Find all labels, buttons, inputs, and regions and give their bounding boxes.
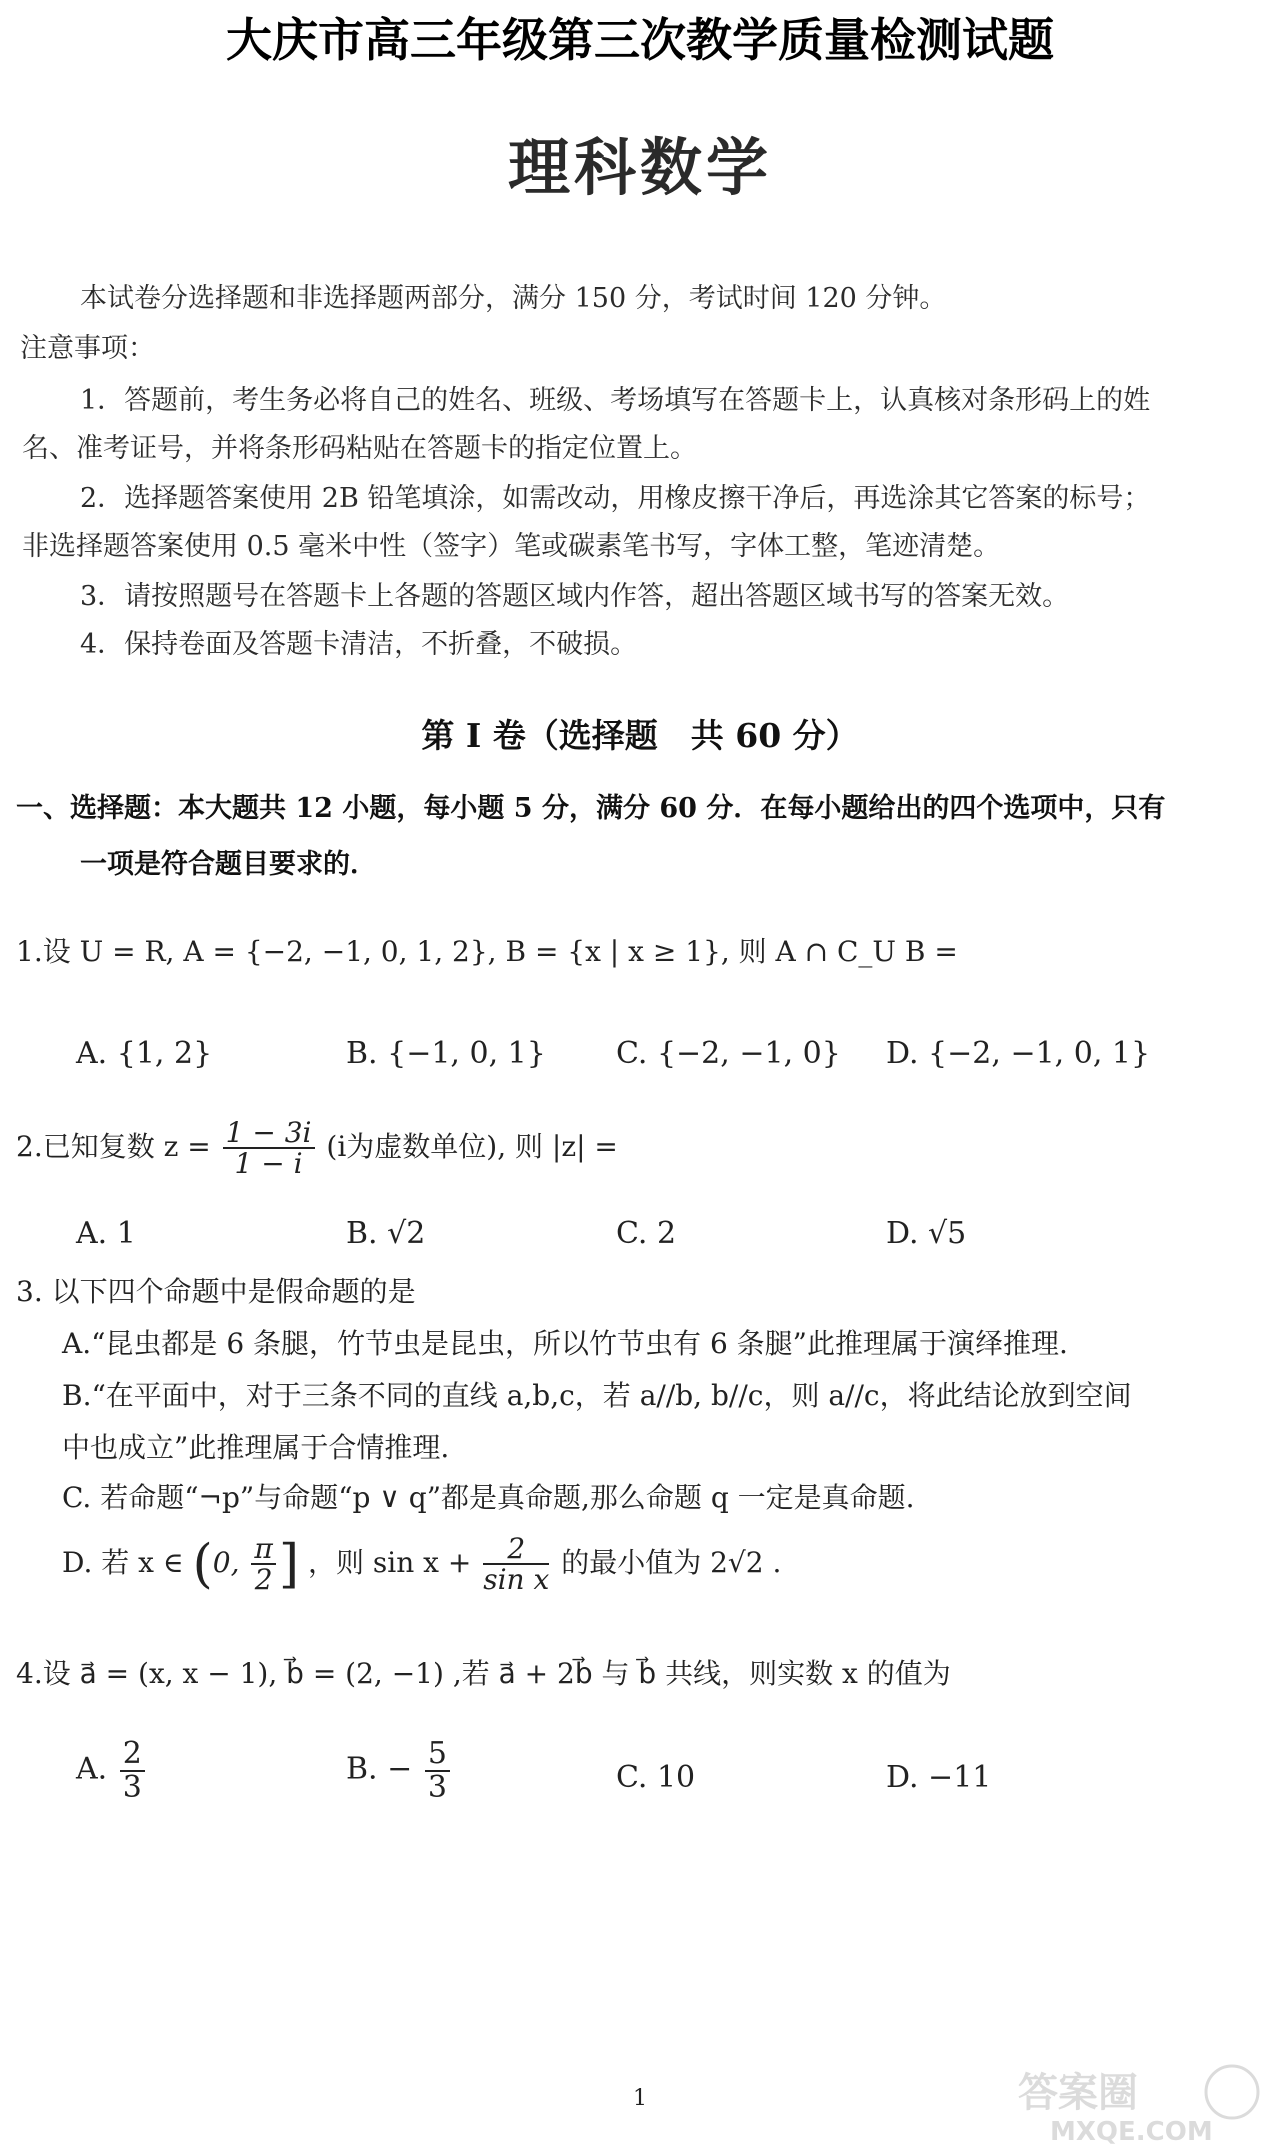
question-4-option-b [346,1738,453,1803]
question-3-option-d-mid: ，则 sin x + [308,1545,472,1579]
watermark-text-url: MXQE.COM [1050,2117,1213,2146]
question-4-option-b-label: B. − [346,1751,413,1787]
question-3-option-d-prefix: D. 若 x ∈ [62,1545,184,1579]
question-1-option-d: D. {−2, −1, 0, 1} [886,1036,1151,1071]
question-2-option-b: B. √2 [346,1216,426,1251]
question-4-option-b-fraction [425,1738,450,1803]
question-2-suffix: (i为虚数单位), 则 |z| = [326,1129,618,1163]
exam-title: 大庆市高三年级第三次教学质量检测试题 [226,13,1054,67]
option-a-denominator: 3 [122,1769,142,1805]
watermark-text-main: 答案圈 [1018,2070,1138,2116]
two-over-sinx-fraction [483,1534,549,1595]
question-2-denominator: 1 − i [234,1147,303,1181]
note-item-3: 3．请按照题号在答题卡上各题的答题区域内作答，超出答题区域书写的答案无效。 [80,581,1070,612]
two-numerator: 2 [483,1534,549,1565]
question-3-option-d-suffix: 的最小值为 2√2 . [561,1545,782,1579]
question-2-option-a: A. 1 [76,1216,136,1251]
question-4-stem: 4.设 a⃗ = (x, x − 1), b⃗ = (2, −1) ,若 a⃗ + 2b⃗ 与 b⃗ 共线，则实数 x 的值为 [16,1657,951,1690]
sinx-denominator: sin x [483,1563,550,1597]
note-item-4: 4．保持卷面及答题卡清洁，不折叠，不破损。 [80,629,638,660]
question-2-prefix: 2.已知复数 z = [16,1129,211,1163]
right-bracket-glyph: ] [278,1534,300,1595]
watermark-logo-graphic [1010,2060,1270,2146]
note-item-1-line-1: 1．答题前，考生务必将自己的姓名、班级、考场填写在答题卡上，认真核对条形码上的姓 [80,385,1151,416]
question-4-option-a-label: A. [76,1751,108,1787]
question-3-option-b-line-1: B.“在平面中，对于三条不同的直线 a,b,c，若 a//b, b//c，则 a//c，将此结论放到空间 [62,1379,1132,1412]
interval-left: 0, [212,1545,240,1579]
question-3-option-c: C. 若命题“¬p”与命题“p ∨ q”都是真命题,那么命题 q 一定是真命题. [62,1481,915,1514]
question-1-stem: 1.设 U = R, A = {−2, −1, 0, 1, 2}, B = {x | x ≥ 1}, 则 A ∩ C_U B = [16,935,958,968]
intro-text: 本试卷分选择题和非选择题两部分，满分 150 分，考试时间 120 分钟。 [80,283,947,314]
question-2-numerator: 1 − 3i [223,1118,315,1149]
notes-heading: 注意事项： [20,333,155,364]
question-2-option-c: C. 2 [616,1216,677,1251]
part-instructions-line-1: 一、选择题：本大题共 12 小题，每小题 5 分，满分 60 分．在每小题给出的四个选项中，只有 [16,793,1166,824]
section-heading: 第 I 卷（选择题 共 60 分） [421,716,859,755]
pi-denominator: 2 [254,1563,273,1597]
subject-title: 理科数学 [507,131,772,204]
watermark-logo [1010,2060,1270,2146]
pi-over-two-fraction [251,1534,275,1595]
question-1-option-c: C. {−2, −1, 0} [616,1036,841,1071]
question-2-option-d: D. √5 [886,1216,967,1251]
question-3-option-a: A.“昆虫都是 6 条腿，竹节虫是昆虫，所以竹节虫有 6 条腿”此推理属于演绎推理. [62,1327,1068,1360]
question-4-option-a-fraction [120,1738,145,1803]
note-item-2-line-1: 2．选择题答案使用 2B 铅笔填涂，如需改动，用橡皮擦干净后，再选涂其它答案的标号； [80,483,1151,514]
pi-numerator: π [251,1534,275,1565]
note-item-1-line-2: 名、准考证号，并将条形码粘贴在答题卡的指定位置上。 [22,433,697,464]
page-number: 1 [633,2086,647,2111]
question-4-option-c: C. 10 [616,1760,696,1795]
note-item-2-line-2: 非选择题答案使用 0.5 毫米中性（签字）笔或碳素笔书写，字体工整，笔迹清楚。 [22,531,1001,562]
question-3-stem: 3. 以下四个命题中是假命题的是 [16,1275,416,1308]
left-bracket-glyph: ( [192,1534,213,1595]
question-4-option-a [76,1738,148,1803]
question-3-option-b-line-2: 中也成立”此推理属于合情推理. [62,1431,450,1464]
question-1-option-b: B. {−1, 0, 1} [346,1036,546,1071]
question-4-option-d: D. −11 [886,1760,992,1795]
option-a-numerator: 2 [120,1738,145,1772]
question-1-option-a: A. {1, 2} [76,1036,213,1071]
part-instructions-line-2: 一项是符合题目要求的． [80,849,377,880]
option-b-numerator: 5 [425,1738,450,1772]
option-b-denominator: 3 [427,1769,447,1805]
question-2-stem [16,1118,618,1179]
question-3-option-d [62,1534,781,1595]
question-2-fraction [223,1118,315,1179]
